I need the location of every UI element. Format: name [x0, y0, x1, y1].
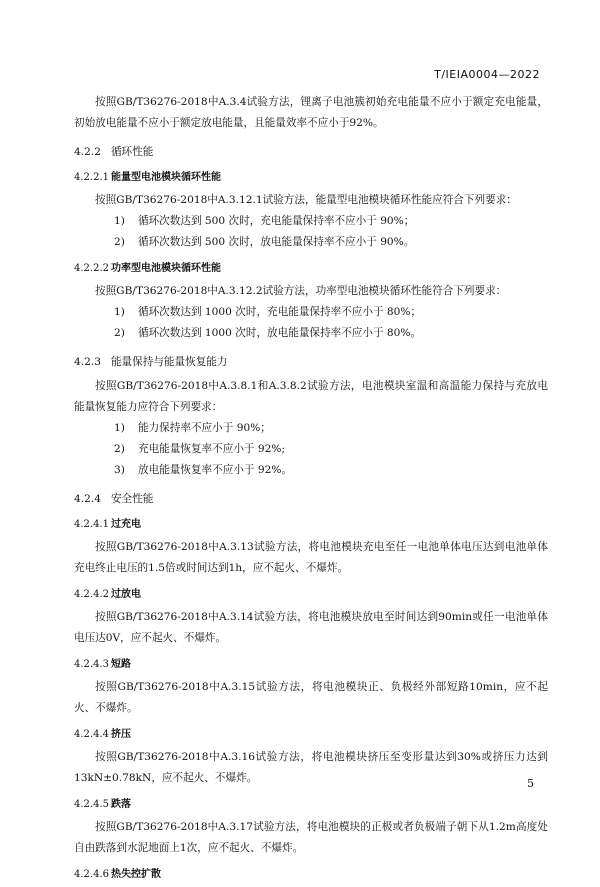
- list-number: 3): [114, 464, 125, 476]
- list-item: [74, 439, 548, 460]
- section-4-2-4-1-paragraph: 按照GB/T36276-2018中A.3.13试验方法，将电池模块充电至任一电池单体电压达到电池单体充电终止电压的1.5倍或时间达到1h，应不起火、不爆炸。: [74, 541, 548, 574]
- section-4-2-4-2-paragraph: 按照GB/T36276-2018中A.3.14试验方法，将电池模块放电至时间达到90min或任一电池单体电压达0V，应不起火、不爆炸。: [74, 611, 548, 644]
- section-title: 挤压: [111, 729, 131, 740]
- section-number: 4.2.4.1: [74, 519, 109, 530]
- section-4-2-4-4-heading: [74, 725, 548, 745]
- list-text: 放电能量恢复率不应小于 92%。: [138, 464, 293, 476]
- section-4-2-2-2-heading: [74, 259, 548, 279]
- section-4-2-4-2-heading: [74, 585, 548, 605]
- section-4-2-4-heading: [74, 489, 548, 509]
- list-item: [74, 302, 548, 323]
- page-content: [74, 92, 548, 887]
- section-4-2-2-heading: [74, 142, 548, 162]
- list-text: 能力保持率不应小于 90%；: [138, 422, 271, 434]
- list-number: 1): [114, 306, 125, 318]
- section-4-2-2-1-heading: [74, 168, 548, 188]
- section-number: 4.2.4.2: [74, 589, 109, 600]
- section-4-2-4-3-paragraph: 按照GB/T36276-2018中A.3.15试验方法，将电池模块正、负极经外部短路10min，应不起火、不爆炸。: [74, 681, 548, 714]
- section-number: 4.2.2.1: [74, 172, 109, 183]
- list-number: 1): [114, 422, 125, 434]
- list-number: 2): [114, 236, 125, 248]
- list-text: 循环次数达到 500 次时，充电能量保持率不应小于 90%；: [138, 215, 415, 227]
- section-4-2-4-5-heading: [74, 795, 548, 815]
- list-item: [74, 232, 548, 253]
- list-item: [74, 211, 548, 232]
- section-title: 安全性能: [110, 493, 154, 505]
- section-number: 4.2.2: [74, 146, 101, 158]
- section-number: 4.2.4.6: [74, 869, 109, 880]
- document-code: T/IEIA0004—2022: [434, 68, 540, 81]
- intro-paragraph: 按照GB/T36276-2018中A.3.4试验方法，锂离子电池簇初始充电能量不应小于额定充电能量，初始放电能量不应小于额定放电能量，且能量效率不应小于92%。: [74, 96, 548, 129]
- section-4-2-2-2-paragraph: 按照GB/T36276-2018中A.3.12.2试验方法，功率型电池模块循环性能符合下列要求：: [95, 285, 507, 297]
- section-title: 过充电: [111, 519, 141, 530]
- section-number: 4.2.2.2: [74, 263, 109, 274]
- page-number: 5: [527, 777, 534, 790]
- list-item: [74, 323, 548, 344]
- section-title: 能量保持与能量恢复能力: [110, 356, 228, 368]
- list-text: 充电能量恢复率不应小于 92%;: [138, 443, 286, 455]
- section-4-2-4-6-heading: [74, 865, 548, 885]
- section-title: 短路: [111, 659, 131, 670]
- list-text: 循环次数达到 500 次时，放电能量保持率不应小于 90%。: [138, 236, 415, 248]
- section-title: 热失控扩散: [111, 869, 161, 880]
- section-title: 过放电: [111, 589, 141, 600]
- list-number: 2): [114, 443, 125, 455]
- section-number: 4.2.3: [74, 356, 101, 368]
- section-4-2-3-heading: [74, 352, 548, 372]
- section-title: 功率型电池模块循环性能: [111, 263, 221, 274]
- section-number: 4.2.4.5: [74, 799, 109, 810]
- list-number: 1): [114, 215, 125, 227]
- section-4-2-3-paragraph: 按照GB/T36276-2018中A.3.8.1和A.3.8.2试验方法，电池模块室温和高温能力保持与充放电能量恢复能力应符合下列要求：: [74, 380, 548, 413]
- section-4-2-2-1-paragraph: 按照GB/T36276-2018中A.3.12.1试验方法，能量型电池模块循环性能应符合下列要求：: [95, 194, 517, 206]
- section-number: 4.2.4: [74, 493, 101, 505]
- section-title: 跌落: [111, 799, 131, 810]
- section-4-2-4-4-paragraph: 按照GB/T36276-2018中A.3.16试验方法，将电池模块挤压至变形量达到30%或挤压力达到13kN±0.78kN，应不起火、不爆炸。: [74, 751, 548, 784]
- list-text: 循环次数达到 1000 次时，充电能量保持率不应小于 80%；: [138, 306, 422, 318]
- section-title: 循环性能: [110, 146, 154, 158]
- section-number: 4.2.4.4: [74, 729, 109, 740]
- section-title: 能量型电池模块循环性能: [111, 172, 221, 183]
- list-text: 循环次数达到 1000 次时，放电能量保持率不应小于 80%。: [138, 327, 422, 339]
- section-4-2-4-3-heading: [74, 655, 548, 675]
- section-4-2-4-1-heading: [74, 515, 548, 535]
- list-item: [74, 418, 548, 439]
- section-4-2-4-5-paragraph: 按照GB/T36276-2018中A.3.17试验方法，将电池模块的正极或者负极端子朝下从1.2m高度处自由跌落到水泥地面上1次，应不起火、不爆炸。: [74, 821, 548, 854]
- section-number: 4.2.4.3: [74, 659, 109, 670]
- list-item: [74, 460, 548, 481]
- list-number: 2): [114, 327, 125, 339]
